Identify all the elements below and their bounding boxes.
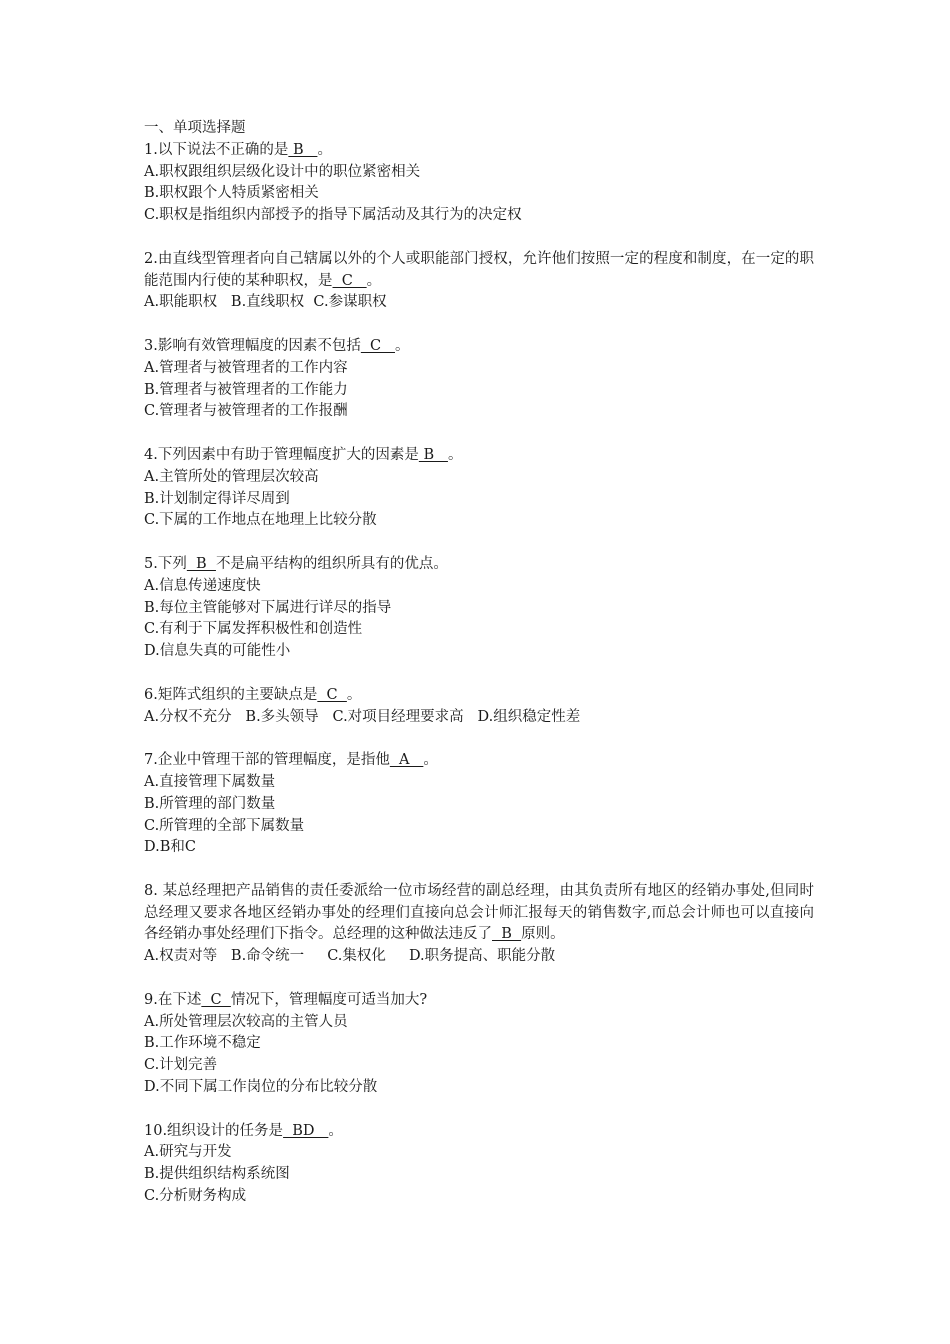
question-block — [144, 685, 814, 750]
option-line: C.有利于下属发挥积极性和创造性 — [144, 621, 363, 638]
question-spacer — [144, 423, 814, 445]
question-stem — [144, 249, 814, 293]
option-line: A.职权跟组织层级化设计中的职位紧密相关 — [144, 163, 421, 180]
question-spacer — [144, 314, 814, 336]
answer-blank: C — [332, 272, 367, 289]
answer-blank: B — [186, 555, 216, 572]
option-line: B.职权跟个人特质紧密相关 — [144, 185, 319, 202]
option-line: C.职权是指组织内部授予的指导下属活动及其行为的决定权 — [144, 207, 522, 224]
question-block — [144, 336, 814, 445]
exam-document — [144, 118, 814, 1208]
option-line: B.每位主管能够对下属进行详尽的指导 — [144, 599, 392, 616]
option-line: D.B和C — [144, 839, 196, 856]
question-text: 4.下列因素中有助于管理幅度扩大的因素是 — [144, 446, 419, 463]
option-line: C.计划完善 — [144, 1057, 218, 1074]
answer-blank: BD — [283, 1122, 329, 1139]
option-line: C.分析财务构成 — [144, 1188, 247, 1205]
question-text: 7.企业中管理干部的管理幅度，是指他 — [144, 752, 390, 769]
question-text: 8. 某总经理把产品销售的责任委派给一位市场经营的副总经理，由其负责所有地区的经销办事处,但同时总经理又要求各地区经销办事处的经理们直接向总会计师汇报每天的销售数字,而总会计师也可以直接向各经销办事处经理们下指令。总经理的这种做法违反了 — [144, 882, 814, 943]
question-text: 10.组织设计的任务是 — [144, 1122, 284, 1139]
question-text-end: 。 — [346, 686, 362, 703]
answer-blank: B — [288, 141, 318, 158]
question-block — [144, 140, 814, 249]
option-line: B.工作环境不稳定 — [144, 1035, 261, 1052]
question-stem — [144, 1121, 814, 1143]
question-text: 5.下列 — [144, 555, 187, 572]
option-line: A.管理者与被管理者的工作内容 — [144, 359, 348, 376]
question-stem — [144, 140, 814, 162]
question-stem — [144, 336, 814, 358]
question-text-end: 情况下，管理幅度可适当加大? — [230, 991, 428, 1008]
option-line: B.所管理的部门数量 — [144, 795, 276, 812]
question-stem — [144, 685, 814, 707]
question-text-end: 。 — [328, 1122, 343, 1139]
question-text-end: 不是扁平结构的组织所具有的优点。 — [215, 555, 448, 572]
option-line: A.职能职权 B.直线职权 C.参谋职权 — [144, 294, 387, 311]
question-text-end: 。 — [366, 272, 382, 289]
question-text-end: 。 — [394, 337, 410, 354]
answer-blank: B — [418, 446, 448, 463]
question-block — [144, 249, 814, 336]
question-text: 2.由直线型管理者向自己辖属以外的个人或职能部门授权，允许他们按照一定的程度和制度，在一定的职能范围内行使的某种职权，是 — [144, 250, 814, 289]
question-text: 9.在下述 — [144, 991, 202, 1008]
question-spacer — [144, 728, 814, 750]
option-line: C.所管理的全部下属数量 — [144, 817, 305, 834]
question-stem — [144, 554, 814, 576]
option-line: B.提供组织结构系统图 — [144, 1166, 290, 1183]
question-list — [144, 140, 814, 1208]
question-stem — [144, 881, 814, 946]
option-line: D.信息失真的可能性小 — [144, 643, 291, 660]
option-line: B.管理者与被管理者的工作能力 — [144, 381, 348, 398]
question-block — [144, 554, 814, 685]
question-spacer — [144, 227, 814, 249]
answer-blank: C — [201, 991, 231, 1008]
option-line: A.直接管理下属数量 — [144, 773, 276, 790]
option-line: A.主管所处的管理层次较高 — [144, 468, 319, 485]
question-spacer — [144, 968, 814, 990]
question-text-end: 。 — [423, 752, 438, 769]
question-block — [144, 750, 814, 881]
option-line: C.管理者与被管理者的工作报酬 — [144, 403, 348, 420]
option-line: A.分权不充分 B.多头领导 C.对项目经理要求高 D.组织稳定性差 — [144, 708, 581, 725]
option-line: A.权责对等 B.命令统一 C.集权化 D.职务提高、职能分散 — [144, 948, 556, 965]
question-spacer — [144, 1099, 814, 1121]
question-text: 6.矩阵式组织的主要缺点是 — [144, 686, 318, 703]
question-block — [144, 990, 814, 1121]
answer-blank: C — [317, 686, 347, 703]
option-line: A.所处管理层次较高的主管人员 — [144, 1013, 348, 1030]
option-line: B.计划制定得详尽周到 — [144, 490, 290, 507]
question-spacer — [144, 663, 814, 685]
question-block — [144, 881, 814, 990]
question-stem — [144, 990, 814, 1012]
question-stem — [144, 750, 814, 772]
answer-blank: C — [360, 337, 395, 354]
question-block — [144, 445, 814, 554]
question-text-end: 。 — [317, 141, 332, 158]
question-text: 3.影响有效管理幅度的因素不包括 — [144, 337, 361, 354]
question-text: 1.以下说法不正确的是 — [144, 141, 289, 158]
option-line: C.下属的工作地点在地理上比较分散 — [144, 512, 377, 529]
question-spacer — [144, 532, 814, 554]
question-block — [144, 1121, 814, 1208]
option-line: A.信息传递速度快 — [144, 577, 261, 594]
question-text-end: 原则。 — [521, 926, 565, 943]
answer-blank: A — [389, 752, 424, 769]
option-line: D.不同下属工作岗位的分布比较分散 — [144, 1079, 378, 1096]
option-line: A.研究与开发 — [144, 1144, 232, 1161]
question-text-end: 。 — [447, 446, 463, 463]
question-spacer — [144, 859, 814, 881]
section-title: 一、单项选择题 — [144, 120, 246, 136]
question-stem — [144, 445, 814, 467]
answer-blank: B — [492, 926, 522, 943]
